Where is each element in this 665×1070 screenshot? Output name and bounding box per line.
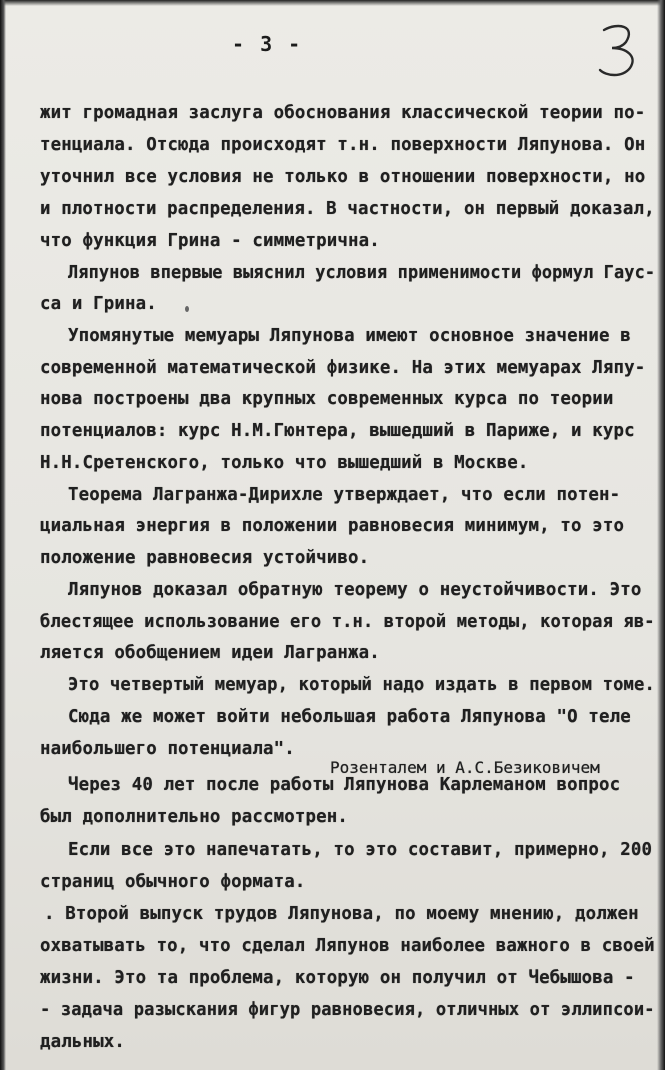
text-line: страниц обычного формата. [40, 872, 306, 892]
text-line: Ляпунов доказал обратную теорему о неустойчивости. Это [68, 580, 642, 600]
text-line: ляется обобщением идеи Лагранжа. [40, 643, 380, 663]
text-line: Это четвертый мемуар, который надо издать в первом томе. [68, 675, 656, 695]
text-line: был дополнительно рассмотрен. [40, 807, 348, 827]
text-line: современной математической физике. На этих мемуарах Ляпу- [40, 358, 646, 378]
text-line: жит громадная заслуга обоснования классической теории по- [40, 103, 646, 123]
text-line: наибольшего потенциала". [40, 739, 295, 759]
text-line: что функция Грина - симметрична. [40, 231, 380, 251]
text-line: Упомянутые мемуары Ляпунова имеют основное значение в [68, 326, 631, 346]
text-line: уточнил все условия не только в отношении поверхности, но [40, 167, 646, 187]
text-line: дальных. [40, 1032, 125, 1052]
text-line: жизни. Это та проблема, которую он получил от Чебышова - [40, 968, 635, 988]
text-line: Через 40 лет после работы Ляпунова Карлеманом вопрос [68, 775, 621, 795]
text-line: - задача разыскания фигур равновесия, отличных от эллипсои- [40, 1000, 655, 1020]
text-line: Н.Н.Сретенского, только что вышедший в Москве. [40, 453, 529, 473]
text-line: потенциалов: курс Н.М.Гюнтера, вышедший в Париже, и курс [40, 421, 635, 441]
text-line: охватывать то, что сделал Ляпунов наиболее важного в своей [40, 936, 655, 956]
handwritten-insertion: Розенталем и А.С.Безиковичем [330, 758, 600, 777]
text-line: положение равновесия устойчиво. [40, 548, 370, 568]
text-line: . Второй выпуск трудов Ляпунова, по моему мнению, должен [44, 904, 639, 924]
text-line: блестящее использование его т.н. второй методы, которая яв- [40, 612, 655, 632]
page-number: - 3 - [232, 32, 303, 56]
text-line: тенциала. Отсюда происходят т.н. поверхности Ляпунова. Он [40, 135, 646, 155]
text-line: Сюда же может войти небольшая работа Ляпунова "О теле [68, 707, 631, 727]
text-line: нова построены два крупных современных курса по теории [40, 389, 614, 409]
text-line: Ляпунов впервые выяснил условия применимости формул Гаус- [68, 263, 656, 283]
text-line: са и Грина. [40, 294, 157, 314]
text-line: и плотности распределения. В частности, он первый доказал, [40, 199, 655, 219]
text-line: Если все это напечатать, то это составит, примерно, 200 [68, 840, 653, 860]
text-line: Теорема Лагранжа-Дирихле утверждает, что если потен- [68, 485, 621, 505]
text-line: циальная энергия в положении равновесия минимум, то это [40, 516, 625, 536]
